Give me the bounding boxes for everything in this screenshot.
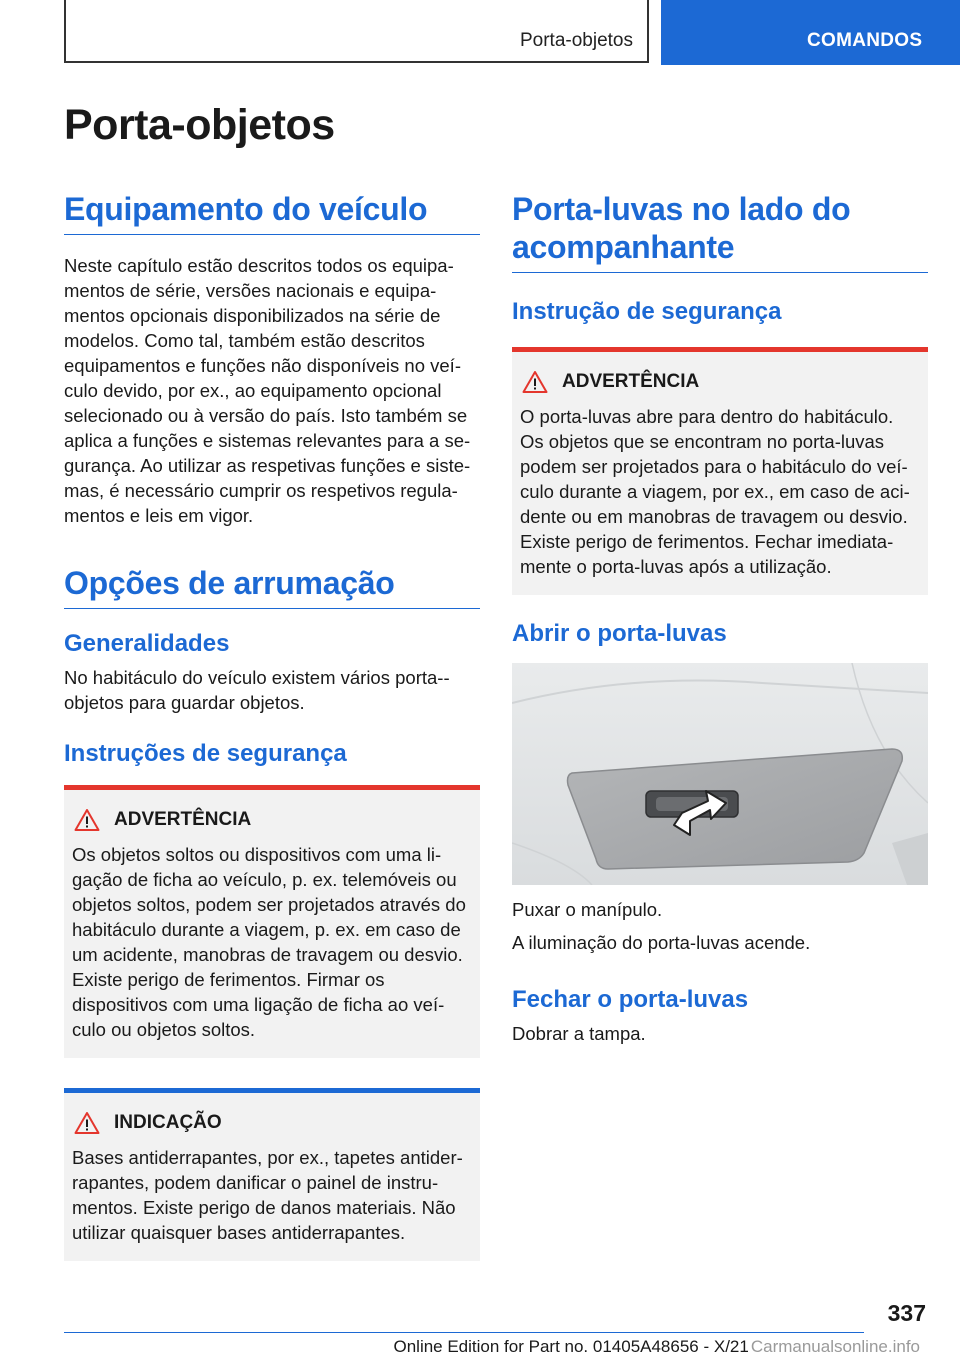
warning-title-text: ADVERTÊNCIA [114,809,252,830]
left-column [64,190,480,1261]
notice-triangle-icon [74,1111,100,1135]
heading-generalidades: Generalidades [64,630,230,657]
heading-equipamento: Equipamento do veículo [64,190,480,235]
footer-edition-text: Online Edition for Part no. 01405A48656 - X/21 [393,1337,749,1356]
heading-abrir: Abrir o porta-luvas [512,620,727,647]
notice-text: Bases antiderrapantes, por ex., tapetes antider-rapantes, podem danificar o painel de instru-mentos. Existe perigo de danos materiais. Não utilizar quaisquer bases antiderrapantes. [72,1147,463,1243]
page-number: 337 [887,1300,926,1326]
heading-opcoes: Opções de arrumação [64,564,480,609]
paragraph-fechar: Dobrar a tampa. [512,1023,646,1044]
warning-text-2: O porta-luvas abre para dentro do habitáculo. Os objetos que se encontram no porta-luvas podem ser projetados para o habitáculo do veí-culo durante a viagem, por ex., em caso de aci-dente ou em manobras de travagem ou desvio. Existe perigo de ferimentos. Fechar imediata-mente o porta-luvas após a utilização. [520,406,910,577]
warning-title-text-2: ADVERTÊNCIA [562,371,700,392]
notice-title [72,1111,472,1135]
warning-text: Os objetos soltos ou dispositivos com uma li-gação de ficha ao veículo, p. ex. telemóveis ou objetos soltos, podem ser projetados através do habitáculo durante a viagem, p. ex. em caso de um acidente, manobras de travagem ou desvio. Existe perigo de ferimentos. Firmar os dispositivos com uma ligação de ficha ao veí-culo ou objetos soltos. [72,844,466,1040]
footer-divider [64,1332,864,1333]
warning-triangle-icon [74,808,100,832]
paragraph-abrir-1: Puxar o manípulo. [512,899,663,920]
paragraph-equipamento: Neste capítulo estão descritos todos os equipa-mentos de série, versões nacionais e equipa-mentos opcionais disponibilizados na série de modelos. Como tal, também estão descritos equipamentos e funções não disponíveis no veí-culo devido, por ex., ao equipamento opcional selecionado ou à versão do país. Isto também se aplica a funções e sistemas relevantes para a se-gurança. Ao utilizar as respetivas funções e siste-mas, é necessário cumprir os respetivos regula-mentos e leis em vigor. [64,255,471,526]
warning-box [64,785,480,1058]
heading-porta-luvas: Porta-luvas no lado do acompanhante [512,190,928,273]
notice-box [64,1088,480,1261]
warning-box-2 [512,347,928,595]
footer-watermark: Carmanualsonline.info [750,1337,920,1356]
header-chapter-tab [661,0,960,65]
header-section-tab [64,0,649,63]
warning-title [72,808,472,832]
footer-edition [393,1337,920,1357]
warning-triangle-icon [522,370,548,394]
heading-fechar: Fechar o porta-luvas [512,986,749,1013]
heading-instrucao: Instrução de segurança [512,298,782,325]
paragraph-generalidades: No habitáculo do veículo existem vários porta--objetos para guardar objetos. [64,667,450,713]
page-title: Porta-objetos [64,101,335,149]
heading-instrucoes: Instruções de segurança [64,740,347,767]
header-section-label: Porta-objetos [519,30,633,51]
notice-title-text: INDICAÇÃO [114,1112,222,1133]
right-column [512,190,928,1046]
warning-title-2 [520,370,920,394]
header-chapter-label: COMANDOS [807,30,923,51]
paragraph-abrir-2: A iluminação do porta-luvas acende. [512,932,811,953]
glovebox-photo [512,663,928,885]
